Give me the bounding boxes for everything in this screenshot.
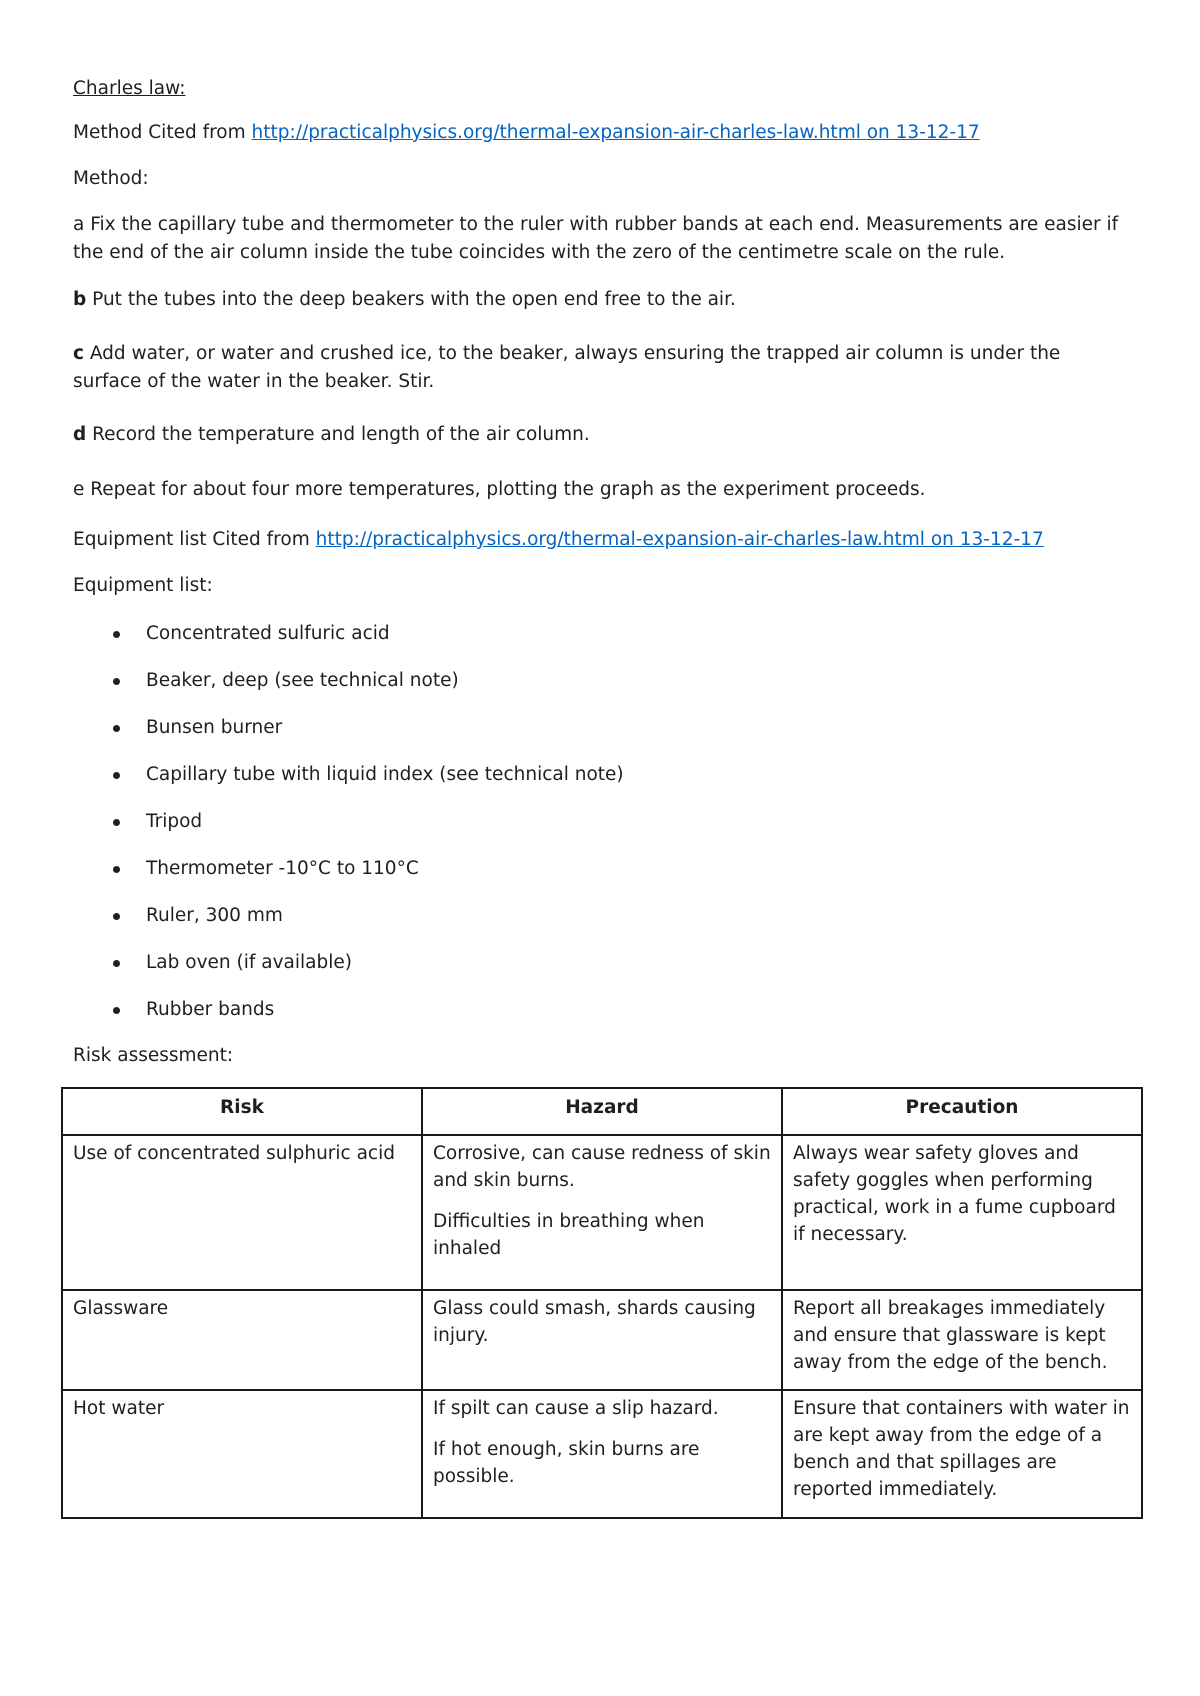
equipment-citation xyxy=(73,526,1133,554)
table-header-row xyxy=(62,1088,1142,1135)
table-row xyxy=(62,1135,1142,1290)
list-item-text: Rubber bands xyxy=(146,999,275,1020)
precaution-cell: Report all breakages immediately and ensure that glassware is kept away from the edge of the bench. xyxy=(782,1290,1142,1390)
list-item xyxy=(73,949,624,996)
list-item-text: Concentrated sulfuric acid xyxy=(146,623,390,644)
list-item-text: Thermometer -10°C to 110°C xyxy=(146,858,419,879)
method-step-e xyxy=(73,476,1133,504)
document-title xyxy=(73,75,1133,103)
bullet-icon xyxy=(113,960,120,967)
list-item-text: Lab oven (if available) xyxy=(146,952,352,973)
table-row xyxy=(62,1290,1142,1390)
step-letter: c xyxy=(73,343,84,364)
list-item xyxy=(73,808,624,855)
hazard-text: Difficulties in breathing when inhaled xyxy=(433,1211,705,1259)
list-item xyxy=(73,761,624,808)
column-header-hazard: Hazard xyxy=(422,1088,782,1135)
step-text: Record the temperature and length of the air column. xyxy=(86,424,590,445)
list-item-text: Ruler, 300 mm xyxy=(146,905,283,926)
equipment-citation-prefix: Equipment list Cited from xyxy=(73,529,316,550)
risk-cell: Hot water xyxy=(62,1390,422,1518)
list-item xyxy=(73,996,624,1043)
step-text: Repeat for about four more temperatures, plotting the graph as the experiment proceeds. xyxy=(84,479,926,500)
list-item-text: Bunsen burner xyxy=(146,717,283,738)
step-letter: e xyxy=(73,479,85,500)
hazard-cell xyxy=(422,1390,782,1518)
title-text: Charles law: xyxy=(73,78,186,99)
bullet-icon xyxy=(113,772,120,779)
risk-heading: Risk assessment: xyxy=(73,1045,234,1066)
method-citation xyxy=(73,119,1133,147)
step-letter: d xyxy=(73,424,87,445)
step-text: Add water, or water and crushed ice, to the beaker, always ensuring the trapped air column is under the surface of the water in the beaker. Stir. xyxy=(73,343,1061,392)
risk-cell: Use of concentrated sulphuric acid xyxy=(62,1135,422,1290)
bullet-icon xyxy=(113,631,120,638)
risk-table xyxy=(61,1087,1143,1519)
method-step-b xyxy=(73,286,1133,314)
precaution-cell: Always wear safety gloves and safety goggles when performing practical, work in a fume cupboard if necessary. xyxy=(782,1135,1142,1290)
method-citation-link[interactable]: http://practicalphysics.org/thermal-expansion-air-charles-law.html on 13-12-17 xyxy=(251,122,980,143)
column-header-precaution: Precaution xyxy=(782,1088,1142,1135)
bullet-icon xyxy=(113,866,120,873)
list-item-text: Tripod xyxy=(146,811,203,832)
step-text: Put the tubes into the deep beakers with the open end free to the air. xyxy=(86,289,736,310)
hazard-text: If hot enough, skin burns are possible. xyxy=(433,1439,700,1487)
step-text: Fix the capillary tube and thermometer to the ruler with rubber bands at each end. Measurements are easier if the end of the air column inside the tube coincides with the zero of the centimetre scale on the rule. xyxy=(73,214,1119,263)
step-letter: b xyxy=(73,289,87,310)
hazard-cell xyxy=(422,1290,782,1390)
hazard-text: Glass could smash, shards causing injury. xyxy=(433,1298,756,1346)
method-citation-prefix: Method Cited from xyxy=(73,122,252,143)
method-step-d xyxy=(73,421,1133,449)
hazard-text: Corrosive, can cause redness of skin and skin burns. xyxy=(433,1143,771,1191)
column-header-risk: Risk xyxy=(62,1088,422,1135)
list-item-text: Beaker, deep (see technical note) xyxy=(146,670,459,691)
list-item-text: Capillary tube with liquid index (see technical note) xyxy=(146,764,624,785)
list-item xyxy=(73,620,624,667)
bullet-icon xyxy=(113,1007,120,1014)
list-item xyxy=(73,902,624,949)
equipment-list xyxy=(73,620,624,1043)
list-item xyxy=(73,714,624,761)
equipment-heading: Equipment list: xyxy=(73,575,213,596)
table-row xyxy=(62,1390,1142,1518)
list-item xyxy=(73,667,624,714)
hazard-text: If spilt can cause a slip hazard. xyxy=(433,1398,719,1419)
bullet-icon xyxy=(113,819,120,826)
list-item xyxy=(73,855,624,902)
method-step-c xyxy=(73,340,1133,396)
equipment-citation-link[interactable]: http://practicalphysics.org/thermal-expansion-air-charles-law.html on 13-12-17 xyxy=(315,529,1044,550)
step-letter: a xyxy=(73,214,85,235)
risk-cell: Glassware xyxy=(62,1290,422,1390)
method-step-a xyxy=(73,211,1133,267)
method-heading: Method: xyxy=(73,168,149,189)
bullet-icon xyxy=(113,678,120,685)
bullet-icon xyxy=(113,913,120,920)
bullet-icon xyxy=(113,725,120,732)
hazard-cell xyxy=(422,1135,782,1290)
precaution-cell: Ensure that containers with water in are kept away from the edge of a bench and that spillages are reported immediately. xyxy=(782,1390,1142,1518)
